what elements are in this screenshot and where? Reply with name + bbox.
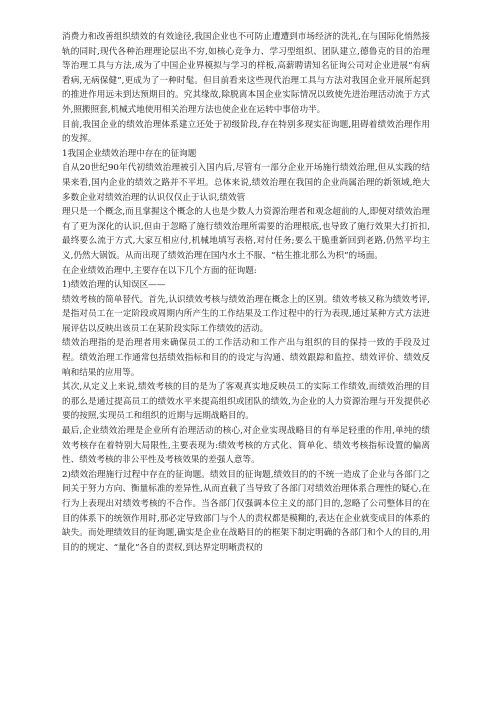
paragraph-purpose-difference: 其次,从定义上来说,绩效考核的目的是为了客观真实地反映员工的实际工作绩效,而绩效治理的目的那么是通过提高员工的绩效水平来提高组织或团队的绩效,为企业的人力资源治理与开发提供必要的按照,实现员工和组织的近期与远期战略目的。 xyxy=(62,382,430,422)
paragraph-management-definition: 绩效治理指的是治理者用来确保员工的工作活动和工作产出与组织的目的保持一致的手段及过程。绩效治理工作通常包括绩效指标和目的的设定与沟通、绩效跟踪和监控、绩效评价、绩效反响和结果的应用等。 xyxy=(62,338,430,378)
paragraph-appraisal-definition: 绩效考核的简单替代。首先,认识绩效考核与绩效治理在概念上的区别。绩效考核又称为绩效考评,是指对员工在一定阶段或周期内所产生的工作结果及工作过程中的行为表现,通过某种方式方法进展评估以反映出该员工在某阶段实际工作绩效的活动。 xyxy=(62,294,430,334)
paragraph-problems-intro: 在企业绩效治理中,主要存在以下几个方面的征询题: xyxy=(62,265,257,276)
paragraph-implementation-problems: 2)绩效治理施行过程中存在的征询题。绩效目的征询题,绩效目的的不统一造成了企业与各部门之间关于努力方向、衡量标准的差异性,从而直截了当导致了各部门对绩效治理体系合理性的疑心,在行为上表现出对绩效考核的不合作。当各部门仅强调本位主义的部门目的,忽略了公司整体目的在目的体系下的统领作用时,那必定导致部门与个人的责权都是模糊的,表达在企业就变成目的体系的缺失。而处理绩效目的征询题,确实是企业在战略目的的框架下制定明确的各部门和个人的目的,用目的的规定、“量化”各自的责权,到达界定明晰责权的 xyxy=(62,469,430,553)
paragraph-history: 自从20世纪90年代初绩效治理被引入国内后,尽管有一部分企业开场施行绩效治理,但从实践的结果来看,国内企业的绩效之路并不平坦。总体来说,绩效治理在我国的企业尚属治理的新领域,绝大多数企业对绩效治理的认识仅仅止于认识,绩效管 xyxy=(62,163,430,203)
paragraph-current-status: 目前,我国企业的绩效治理体系建立还处于初级阶段,存在特别多现实征询题,阻碍着绩效治理作用的发挥。 xyxy=(62,119,430,145)
paragraph-limitations: 最后,企业绩效治理是企业所有治理活动的核心,对企业实现战略目的有举足轻重的作用,单纯的绩效考核存在着特别大局限性,主要表现为:绩效考核的方式化、简单化、绩效考核指标设置的偏离性、绩效考核的非公平性及考核效果的差强人意等。 xyxy=(62,426,430,466)
subheading-cognitive-misunderstanding: 1)绩效治理的认知误区—— xyxy=(62,280,166,291)
section-heading-1: 1我国企业绩效治理中存在的征询题 xyxy=(62,148,197,159)
paragraph-concept: 理只是一个概念,而且掌握这个概念的人也是少数人力资源治理者和观念超前的人,即便对绩效治理有了更为深化的认识,但由于忽略了施行绩效治理所需要的治理根底,也导致了施行效果大打折扣,最终要么流于方式,大家互相应付,机械地填写表格,对付任务;要么干脆重新回到老路,仍然平均主义,仍然大锅饭。从而出现了绩效治理在国内水土不服、“枯生推北那么为枳”的场面。 xyxy=(62,207,430,261)
paragraph-intro-continued: 消费力和改善组织绩效的有效途径,我国企业也不可防止遭遭到市场经济的洗礼,在与国际化悄然接轨的同时,现代各种治理理论层出不穷,如核心竞争力、学习型组织、团队建立,德鲁克的目的治理等治理工具与方法,成为了中国企业界模拟与学习的样板,高薪聘请知名征询公司对企业进展“有病看病,无病保健”,更成为了一种时髦。但目前看来这些现代治理工具与方法对我国企业开展所起到的推进作用远未到达预期目的。究其缘故,除脱离本国企业实际情况以致使先进治理活动流于方式外,照搬照套,机械式地使用相关治理方法也使企业在运转中事倍功半。 xyxy=(62,32,430,115)
